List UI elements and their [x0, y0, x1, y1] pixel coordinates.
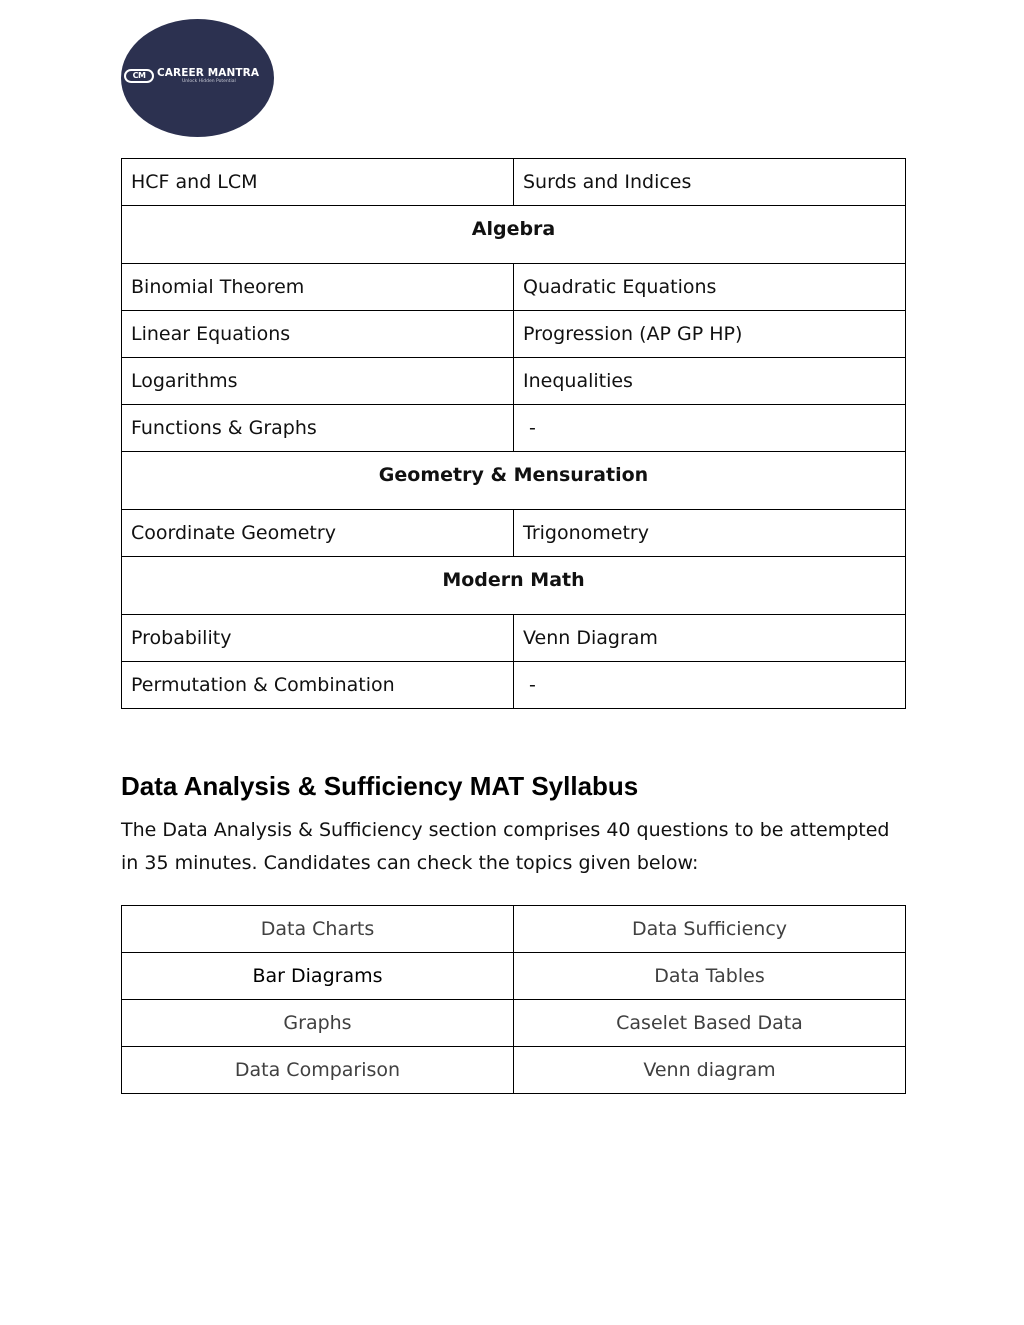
table-cell: HCF and LCM [122, 159, 514, 206]
data-analysis-topics-table [121, 905, 906, 1094]
table-section-heading-row [122, 206, 906, 264]
table-row [122, 615, 906, 662]
logo-tagline: Unlock Hidden Potential [182, 79, 236, 84]
logo-mark-text: CM [132, 71, 146, 80]
table-row [122, 159, 906, 206]
quantitative-topics-table [121, 158, 906, 709]
table-row [122, 1047, 906, 1094]
logo-text [157, 68, 259, 84]
table-row [122, 906, 906, 953]
table-cell: Data Tables [514, 953, 906, 1000]
table-row [122, 311, 906, 358]
logo-mark-icon [124, 69, 154, 83]
table-cell: Functions & Graphs [122, 405, 514, 452]
table-cell: Venn Diagram [514, 615, 906, 662]
table-row [122, 358, 906, 405]
career-mantra-logo [121, 19, 274, 137]
table-cell: Graphs [122, 1000, 514, 1047]
table-cell: Venn diagram [514, 1047, 906, 1094]
table-section-heading-row [122, 452, 906, 510]
table-section-heading: Geometry & Mensuration [122, 452, 906, 510]
logo-name: CAREER MANTRA [157, 67, 260, 79]
logo-content [124, 68, 259, 84]
table-row [122, 264, 906, 311]
table-row [122, 1000, 906, 1047]
table-cell: Data Comparison [122, 1047, 514, 1094]
section-heading: Data Analysis & Sufficiency MAT Syllabus [121, 771, 639, 801]
table-cell: Caselet Based Data [514, 1000, 906, 1047]
table-cell: Quadratic Equations [514, 264, 906, 311]
table-cell: Permutation & Combination [122, 662, 514, 709]
table-cell: Surds and Indices [514, 159, 906, 206]
table-section-heading: Algebra [122, 206, 906, 264]
table-cell: Bar Diagrams [122, 953, 514, 1000]
table-section-heading: Modern Math [122, 557, 906, 615]
table-cell: Logarithms [122, 358, 514, 405]
table-section-heading-row [122, 557, 906, 615]
table-cell: Trigonometry [514, 510, 906, 557]
table-cell: Data Charts [122, 906, 514, 953]
table-row [122, 510, 906, 557]
table-cell: - [514, 405, 906, 452]
section-paragraph: The Data Analysis & Sufficiency section comprises 40 questions to be attempted in 35 minutes. Candidates can check the topics given below: [121, 819, 890, 874]
table-row [122, 662, 906, 709]
table-cell: Linear Equations [122, 311, 514, 358]
table-row [122, 405, 906, 452]
table-cell: Progression (AP GP HP) [514, 311, 906, 358]
table-row [122, 953, 906, 1000]
table-cell: Coordinate Geometry [122, 510, 514, 557]
table-cell: Inequalities [514, 358, 906, 405]
table-cell: Data Sufficiency [514, 906, 906, 953]
table-cell: - [514, 662, 906, 709]
table-cell: Binomial Theorem [122, 264, 514, 311]
table-cell: Probability [122, 615, 514, 662]
